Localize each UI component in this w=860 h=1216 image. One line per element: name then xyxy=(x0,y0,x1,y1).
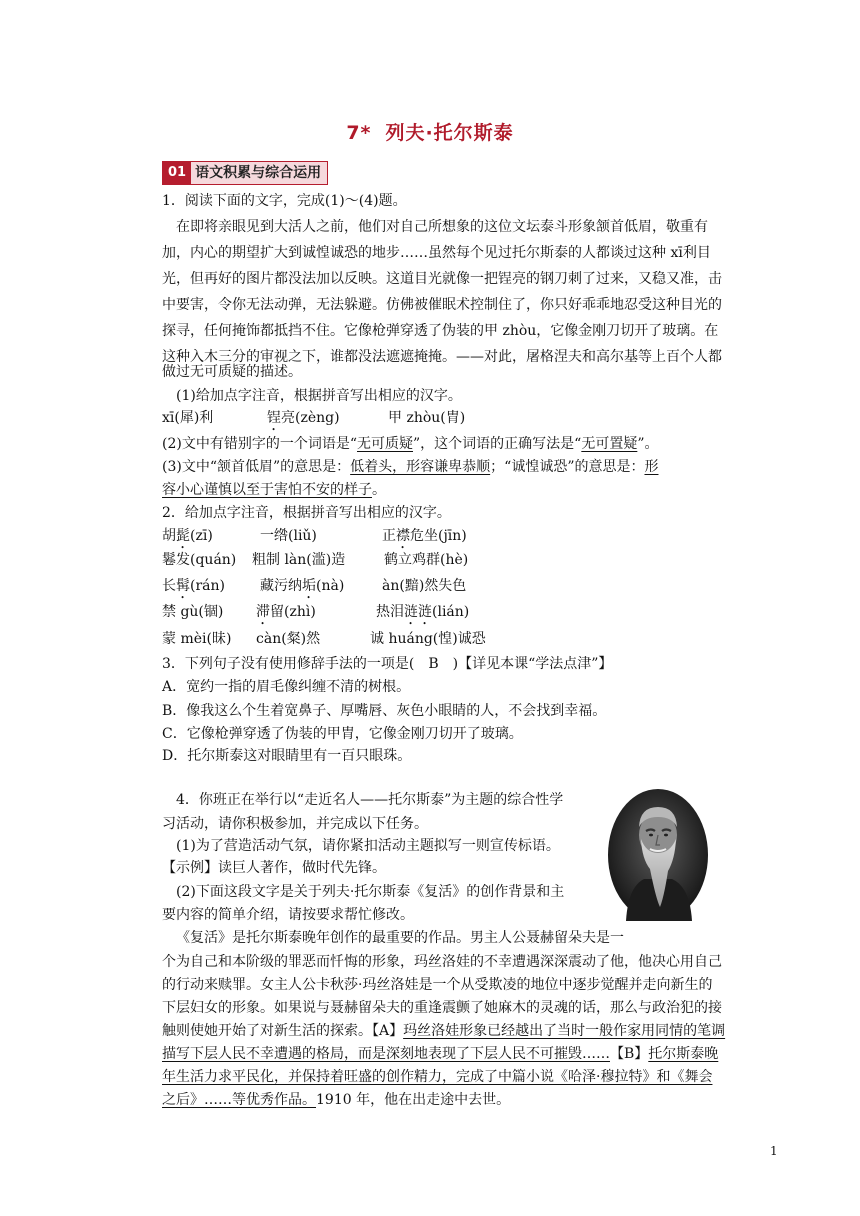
q1-sub3-answer-2b: 容小心谨慎以至于害怕不安的样子 xyxy=(162,482,372,498)
q4-line-4: 【示例】读巨人著作，做时代先锋。 xyxy=(162,860,386,876)
q4-line-8: 个为自己和本阶级的罪恶而忏悔的形象，玛丝洛娃的不幸遭遇深深震动了他，他决心用自己 xyxy=(162,954,722,970)
q4-line-10: 下层妇女的形象。如果说与聂赫留朵夫的重逢震颤了她麻木的灵魂的话，那么与政治犯的接 xyxy=(162,1000,722,1016)
q4-line-14 xyxy=(162,1092,510,1108)
q4-underlined-b-end: 之后》……等优秀作品。 xyxy=(162,1092,316,1108)
q2-r4b-rest: 留(zhì) xyxy=(270,604,316,620)
q2-r4c-text: 热泪 xyxy=(376,604,404,620)
q3-option-a: A．宽约一指的眉毛像纠缠不清的树根。 xyxy=(162,679,411,695)
lesson-title-text: 列夫·托尔斯泰 xyxy=(385,122,514,144)
q1-sub3-line-1 xyxy=(162,459,658,475)
q4-line-13 xyxy=(162,1069,712,1085)
lesson-number: 7* xyxy=(346,122,372,144)
q2-row-3c: àn(黯)然失色 xyxy=(382,578,467,594)
lesson-title xyxy=(0,118,860,145)
q3-option-d: D．托尔斯泰这对眼睛里有一百只眼珠。 xyxy=(162,748,412,764)
q2-r3a-char: 长 xyxy=(162,578,176,594)
q1-passage-line-6: 这种入木三分的审视之下，谁都没法遮遮掩掩。——对此，屠格涅夫和高尔基等上百个人都 xyxy=(162,349,722,365)
q4-line-9: 的行动来赎罪。女主人公卡秋莎·玛丝洛娃是一个从受欺凌的地位中逐步觉醒并走向新生的 xyxy=(162,977,713,993)
q2-row-5a: 蒙 mèi(昧) xyxy=(162,631,232,647)
q1-passage-line-4: 中要害，令你无法动弹，无法躲避。仿佛被催眠术控制住了，你只好乖乖地忍受这种目光的 xyxy=(162,297,722,313)
q3-option-c: C．它像枪弹穿透了伪装的甲胄，它像金刚刀切开了玻璃。 xyxy=(162,726,523,742)
q2-row-1b xyxy=(260,528,317,544)
q1-passage-line-3: 光，但再好的图片都没法加以反映。这道目光就像一把锃亮的钢刀刺了过来，又稳又准，击 xyxy=(162,271,722,287)
q2-intro: 2．给加点字注音，根据拼音写出相应的汉字。 xyxy=(162,505,451,521)
page-number: 1 xyxy=(770,1144,778,1158)
q1-sub2-text-mid: ”，这个词语的正确写法是“ xyxy=(413,436,582,452)
q4-line-12 xyxy=(162,1046,718,1062)
q1-sub3-line-2 xyxy=(162,482,386,498)
dotted-char: 垢 xyxy=(302,578,316,594)
q4-line-5: (2)下面这段文字是关于列夫·托尔斯泰《复活》的创作背景和主 xyxy=(176,884,565,900)
q2-r1c-char: 正 xyxy=(382,528,396,544)
q2-row-5c: 诚 huáng(惶)诚恐 xyxy=(370,631,486,647)
q1-sub1: (1)给加点字注音，根据拼音写出相应的汉字。 xyxy=(176,388,462,404)
q2-row-2c: 鹤立鸡群(hè) xyxy=(384,552,469,568)
section-badge: 01 xyxy=(163,162,191,184)
q3-option-b: B．像我这么个生着宽鼻子、厚嘴唇、灰色小眼睛的人，不会找到幸福。 xyxy=(162,703,607,719)
q2-r4c-pinyin: (lián) xyxy=(432,604,470,620)
dotted-char: 滞 xyxy=(256,604,270,620)
q2-row-3b xyxy=(260,578,344,602)
q2-row-1a xyxy=(162,528,213,552)
q2-row-4c xyxy=(376,604,469,628)
q1-sub2-text-end: ”。 xyxy=(637,436,659,452)
q1-sub2-text: (2)文中有错别字的一个词语是“ xyxy=(162,436,357,452)
q2-r3a-pinyin: (rán) xyxy=(190,578,225,594)
q4-underlined-b: 托尔斯泰晚 xyxy=(648,1046,719,1062)
q2-row-1c xyxy=(382,528,467,552)
q2-r1a-char: 胡 xyxy=(162,528,176,544)
q2-r1b-text: 一绺 xyxy=(260,528,288,544)
q2-row-2b: 粗制 làn(滥)造 xyxy=(252,552,346,568)
dotted-char: 涟涟 xyxy=(404,604,432,620)
q1-passage-line-2: 加，内心的期望扩大到诚惶诚恐的地步……虽然每个见过托尔斯泰的人都谈过这种 xī利目 xyxy=(162,245,711,261)
q4-line-3: (1)为了营造活动气氛，请你紧扣活动主题拟写一则宣传标语。 xyxy=(176,838,560,854)
q1-intro: 1．阅读下面的文字，完成(1)～(4)题。 xyxy=(162,193,407,209)
q2-r1b-pinyin: (liǔ) xyxy=(288,528,317,544)
q4-line-11-text: 触则使她开始了对新生活的探索。【A】 xyxy=(162,1023,404,1039)
q2-r1a-pinyin: (zī) xyxy=(190,528,213,544)
q1-passage-line-1: 在即将亲眼见到大活人之前，他们对自己所想象的这位文坛泰斗形象颔首低眉，敬重有 xyxy=(176,219,708,235)
q2-row-2a: 鬈发(quán) xyxy=(162,552,237,568)
q2-row-4b xyxy=(256,604,316,628)
tolstoy-portrait-image xyxy=(606,787,710,923)
q4-line-6: 要内容的简单介绍，请按要求帮忙修改。 xyxy=(162,907,414,923)
q2-r1c-rest: 危坐(jīn) xyxy=(410,528,467,544)
q4-marker-b: 【B】 xyxy=(610,1046,649,1062)
q4-line-11 xyxy=(162,1023,725,1039)
dotted-char: 襟 xyxy=(396,528,410,544)
q1-sub1-answer-b xyxy=(267,410,340,434)
q1-passage-line-5: 探寻，任何掩饰都抵挡不住。它像枪弹穿透了伪装的甲 zhòu，它像金刚刀切开了玻璃。在 xyxy=(162,323,719,339)
q1-passage-line-7: 做过无可质疑的描述。 xyxy=(162,364,302,380)
q1-sub1-answer-c: 甲 zhòu(胄) xyxy=(388,410,466,426)
dotted-char: 髯 xyxy=(176,578,190,594)
q2-row-3a xyxy=(162,578,225,602)
q1-sub1-answer-b-rest: 亮(zèng) xyxy=(281,410,340,426)
q1-sub1-answer-a: xī(犀)利 xyxy=(162,410,214,426)
q2-row-4a: 禁 gù(锢) xyxy=(162,604,224,620)
q1-sub3-text: (3)文中“颔首低眉”的意思是： xyxy=(162,459,351,475)
q4-underlined-b-cont: 年生活力求平民化，并保持着旺盛的创作精力，完成了中篇小说《哈泽·穆拉特》和《舞会 xyxy=(162,1069,713,1085)
q1-sub3-text-end: 。 xyxy=(372,482,386,498)
dotted-char: 锃 xyxy=(267,410,281,426)
q2-r3b-pinyin: (nà) xyxy=(316,578,345,594)
q2-row-5b: càn(粲)然 xyxy=(256,631,321,647)
q4-line-7: 《复活》是托尔斯泰晚年创作的最重要的作品。男主人公聂赫留朵夫是一 xyxy=(176,930,624,946)
q1-sub2 xyxy=(162,436,659,452)
q1-sub3-text-mid: ；“诚惶诚恐”的意思是： xyxy=(490,459,645,475)
q1-sub3-answer-1: 低着头，形容谦卑恭顺 xyxy=(350,459,491,475)
q3-stem: 3．下列句子没有使用修辞手法的一项是( B )【详见本课“学法点津”】 xyxy=(162,656,613,672)
q4-underlined-a: 玛丝洛娃形象已经越出了当时一般作家用同情的笔调 xyxy=(403,1023,726,1039)
q1-sub2-wrong-word: 无可质疑 xyxy=(357,436,413,452)
q4-line-2: 习活动，请你积极参加，并完成以下任务。 xyxy=(162,816,428,832)
dotted-char: 髭 xyxy=(176,528,190,544)
section-header xyxy=(162,161,328,185)
q1-sub3-answer-2a: 形 xyxy=(644,459,659,475)
q4-underlined-a-cont: 描写下层人民不幸遭遇的格局，而是深刻地表现了下层人民不可摧毁…… xyxy=(162,1046,610,1062)
q4-line-14-text: 1910 年，他在出走途中去世。 xyxy=(316,1092,511,1108)
q1-sub2-correct-word: 无可置疑 xyxy=(581,436,638,452)
section-title: 语文积累与综合运用 xyxy=(195,165,322,181)
q2-r3b-text: 藏污纳 xyxy=(260,578,302,594)
q4-line-1: 4．你班正在举行以“走近名人——托尔斯泰”为主题的综合性学 xyxy=(176,792,564,808)
